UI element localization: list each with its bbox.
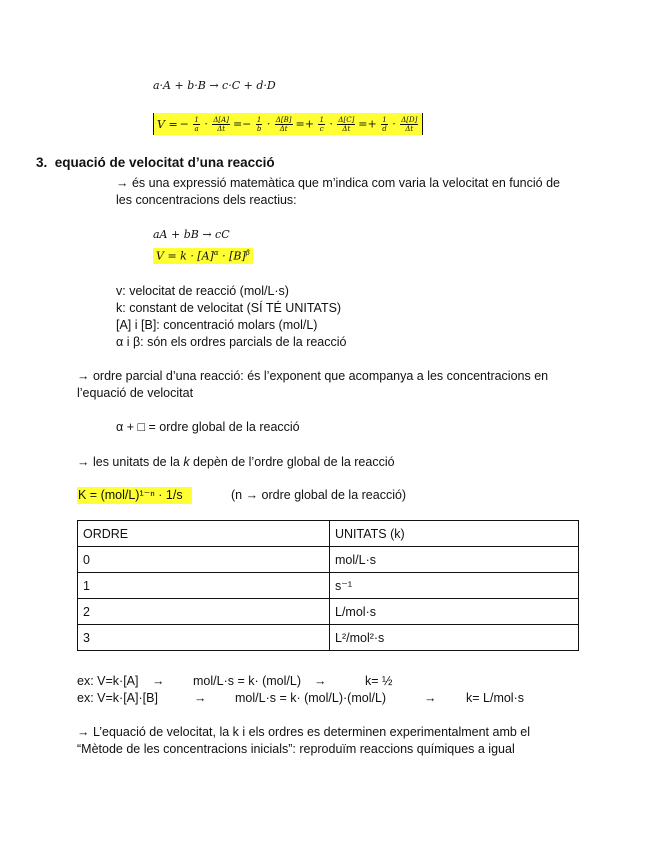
rate-term-b: =− $\frac{1}{b}$ · $\frac{\Delta[B]}{\Delta t}$ bbox=[232, 115, 292, 133]
simple-reaction: aA + bB → cC bbox=[153, 228, 230, 241]
header-order: ORDRE bbox=[78, 521, 330, 547]
definition-k: k: constant de velocitat (SÍ TÉ UNITATS) bbox=[116, 301, 342, 315]
units-note: → les unitats de la k depèn de l’ordre global de la reacció bbox=[77, 455, 395, 469]
definition-concentration: [A] i [B]: concentració molars (mol/L) bbox=[116, 318, 318, 332]
section-heading bbox=[36, 155, 275, 170]
example-1-result: k= ½ bbox=[365, 674, 393, 688]
section-number: 3. bbox=[36, 155, 48, 170]
intro-line-1: → és una expressió matemàtica que m’indica com varia la velocitat en funció de bbox=[116, 176, 560, 190]
rate-equation-lhs: V = bbox=[157, 117, 178, 131]
partial-order-line-1: → ordre parcial d’una reacció: és l’exponent que acompanya a les concentracions en bbox=[77, 369, 549, 383]
units-cell: L²/mol²·s bbox=[330, 625, 579, 651]
example-1-units: mol/L·s = k· (mol/L) bbox=[193, 674, 302, 688]
units-cell: s⁻¹ bbox=[330, 573, 579, 599]
example-2-arrow-1: → bbox=[194, 691, 207, 705]
global-order: α + □ = ordre global de la reacció bbox=[116, 420, 300, 434]
rate-term-c: =+ $\frac{1}{c}$ · $\frac{\Delta[C]}{\Delta t}$ bbox=[295, 115, 355, 133]
table-row bbox=[78, 599, 579, 625]
definition-v: v: velocitat de reacció (mol/L·s) bbox=[116, 284, 289, 298]
k-formula: K = (mol/L)¹⁻ⁿ · 1/s bbox=[77, 487, 192, 504]
rate-term-d: =+ $\frac{1}{d}$ · $\frac{\Delta[D]}{\Delta t}$ bbox=[358, 115, 418, 133]
section-title: equació de velocitat d’una reacció bbox=[54, 155, 275, 170]
example-2-units: mol/L·s = k· (mol/L)·(mol/L) bbox=[235, 691, 387, 705]
example-2-eq: ex: V=k·[A]·[B] bbox=[77, 691, 158, 705]
order-cell: 2 bbox=[78, 599, 330, 625]
closing-line-1: → L’equació de velocitat, la k i els ordres es determinen experimentalment amb el bbox=[77, 725, 531, 739]
order-cell: 3 bbox=[78, 625, 330, 651]
units-table bbox=[77, 520, 579, 651]
units-cell: L/mol·s bbox=[330, 599, 579, 625]
rate-equation bbox=[153, 113, 423, 135]
example-2-arrow-2: → bbox=[424, 691, 437, 705]
n-note: (n → ordre global de la reacció) bbox=[231, 488, 407, 502]
example-1-arrow-2: → bbox=[314, 674, 327, 688]
header-units: UNITATS (k) bbox=[330, 521, 579, 547]
intro-line-2: les concentracions dels reactius: bbox=[116, 193, 297, 207]
closing-line-2: “Mètode de les concentracions inicials”: reproduïm reaccions químiques a igual bbox=[77, 742, 515, 756]
rate-law: $V = k \cdot [A]^\alpha \cdot [B]^\beta$ bbox=[153, 248, 253, 264]
rate-term-a: − $\frac{1}{a}$ · $\frac{\Delta[A]}{\Delta t}$ bbox=[179, 115, 229, 133]
partial-order-line-2: l’equació de velocitat bbox=[77, 386, 194, 400]
order-cell: 1 bbox=[78, 573, 330, 599]
example-1-eq: ex: V=k·[A] bbox=[77, 674, 139, 688]
units-cell: mol/L·s bbox=[330, 547, 579, 573]
table-row bbox=[78, 625, 579, 651]
table-row bbox=[78, 547, 579, 573]
order-cell: 0 bbox=[78, 547, 330, 573]
example-2-result: k= L/mol·s bbox=[466, 691, 525, 705]
table-header-row bbox=[78, 521, 579, 547]
definition-orders: α i β: són els ordres parcials de la reacció bbox=[116, 335, 347, 349]
example-1-arrow-1: → bbox=[152, 674, 165, 688]
table-row bbox=[78, 573, 579, 599]
general-reaction: a·A + b·B → c·C + d·D bbox=[153, 79, 276, 92]
